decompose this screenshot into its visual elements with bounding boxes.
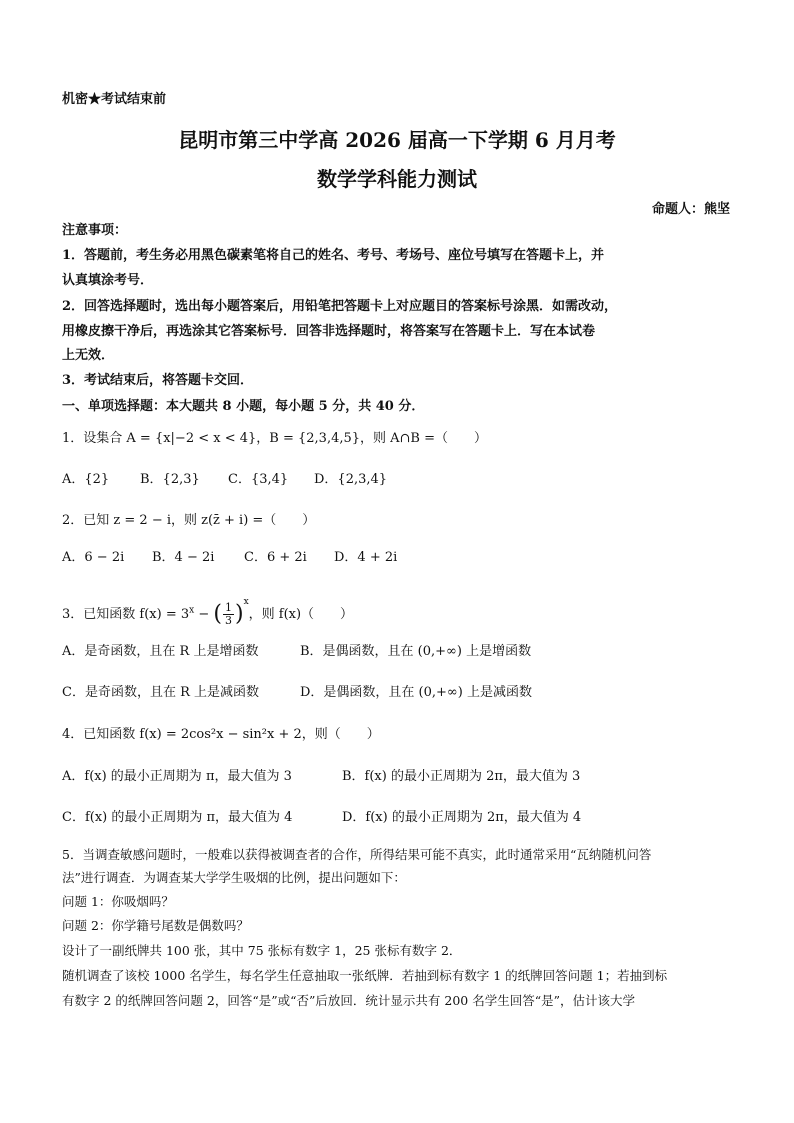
q4-option-d: D．f(x) 的最小正周期为 2π，最大值为 4 bbox=[342, 810, 582, 825]
q3-stem-suffix: ，则 f(x)（ ） bbox=[248, 607, 354, 622]
q2-option-d: D．4 + 2i bbox=[334, 550, 398, 565]
exam-title: 昆明市第三中学高 2026 届高一下学期 6 月月考 bbox=[178, 128, 616, 152]
q1-option-d: D．{2,3,4} bbox=[314, 472, 388, 487]
note-2b: 用橡皮擦干净后，再选涂其它答案标号．回答非选择题时，将答案写在答题卡上．写在本试卷 bbox=[62, 324, 596, 339]
q4-option-b: B．f(x) 的最小正周期为 2π，最大值为 3 bbox=[342, 769, 581, 784]
q5-line-2: 法”进行调查．为调查某大学学生吸烟的比例，提出问题如下： bbox=[62, 870, 406, 885]
question-1-stem: 1．设集合 A = {x|−2 < x < 4}，B = {2,3,4,5}，则 A∩B =（ ） bbox=[62, 431, 488, 446]
q3-stem-prefix: 3．已知函数 f(x) = 3 bbox=[62, 607, 190, 622]
q1-option-c: C．{3,4} bbox=[228, 472, 289, 487]
q2-option-a: A．6 − 2i bbox=[62, 550, 125, 565]
q3-frac-denominator: 3 bbox=[224, 614, 232, 627]
q5-line-3: 问题 1：你吸烟吗？ bbox=[62, 894, 174, 909]
question-4-stem: 4．已知函数 f(x) = 2cos²x − sin²x + 2，则（ ） bbox=[62, 727, 380, 742]
q4-option-c: C．f(x) 的最小正周期为 π，最大值为 4 bbox=[62, 810, 293, 825]
q5-line-1: 5．当调查敏感问题时，一般难以获得被调查者的合作，所得结果可能不真实，此时通常采用“瓦纳随机问答 bbox=[62, 847, 652, 862]
q1-option-a: A．{2} bbox=[62, 472, 110, 487]
q5-line-7: 有数字 2 的纸牌回答问题 2，回答“是”或“否”后放回．统计显示共有 200 名学生回答“是”，估计该大学 bbox=[62, 993, 635, 1008]
q2-option-b: B．4 − 2i bbox=[152, 550, 215, 565]
q3-option-b: B．是偶函数，且在 (0,+∞) 上是增函数 bbox=[300, 644, 532, 659]
q5-line-5: 设计了一副纸牌共 100 张，其中 75 张标有数字 1，25 张标有数字 2． bbox=[62, 943, 462, 958]
exam-subtitle: 数学学科能力测试 bbox=[317, 167, 477, 191]
notes-heading: 注意事项： bbox=[62, 223, 128, 238]
q3-option-a: A．是奇函数，且在 R 上是增函数 bbox=[62, 644, 259, 659]
question-3-stem: 3．已知函数 $f(x) = 3^x$ − ( $\frac{1}{3}$ )$^x$，则 f(x)（ ） bbox=[62, 597, 354, 627]
q3-exponent: x bbox=[189, 605, 195, 616]
note-2c: 上无效． bbox=[62, 348, 115, 363]
note-1b: 认真填涂考号． bbox=[62, 273, 154, 288]
q3-minus: − bbox=[194, 607, 214, 622]
note-3: 3．考试结束后，将答题卡交回． bbox=[62, 373, 254, 388]
q3-option-c: C．是奇函数，且在 R 上是减函数 bbox=[62, 685, 259, 700]
q2-option-c: C．6 + 2i bbox=[244, 550, 307, 565]
section-1-heading: 一、单项选择题：本大题共 8 小题，每小题 5 分，共 40 分． bbox=[62, 399, 425, 414]
confidential-label: 机密★考试结束前 bbox=[62, 92, 167, 107]
note-2a: 2．回答选择题时，选出每小题答案后，用铅笔把答题卡上对应题目的答案标号涂黑．如需改动， bbox=[62, 299, 618, 314]
q3-option-d: D．是偶函数，且在 (0,+∞) 上是减函数 bbox=[300, 685, 532, 700]
q5-line-6: 随机调查了该校 1000 名学生，每名学生任意抽取一张纸牌．若抽到标有数字 1 的纸牌回答问题 1；若抽到标 bbox=[62, 968, 668, 983]
q3-fraction bbox=[223, 602, 234, 627]
q3-frac-numerator: 1 bbox=[224, 601, 232, 614]
q4-option-a: A．f(x) 的最小正周期为 π，最大值为 3 bbox=[62, 769, 292, 784]
q5-line-4: 问题 2：你学籍号尾数是偶数吗？ bbox=[62, 918, 249, 933]
q3-exponent-2: x bbox=[243, 597, 249, 607]
author-label: 命题人：熊坚 bbox=[651, 202, 730, 217]
q1-option-b: B．{2,3} bbox=[140, 472, 200, 487]
note-1a: 1．答题前，考生务必用黑色碳素笔将自己的姓名、考号、考场号、座位号填写在答题卡上，并 bbox=[62, 248, 605, 263]
question-2-stem: 2．已知 z = 2 − i，则 z(z̄ + i) =（ ） bbox=[62, 513, 316, 528]
